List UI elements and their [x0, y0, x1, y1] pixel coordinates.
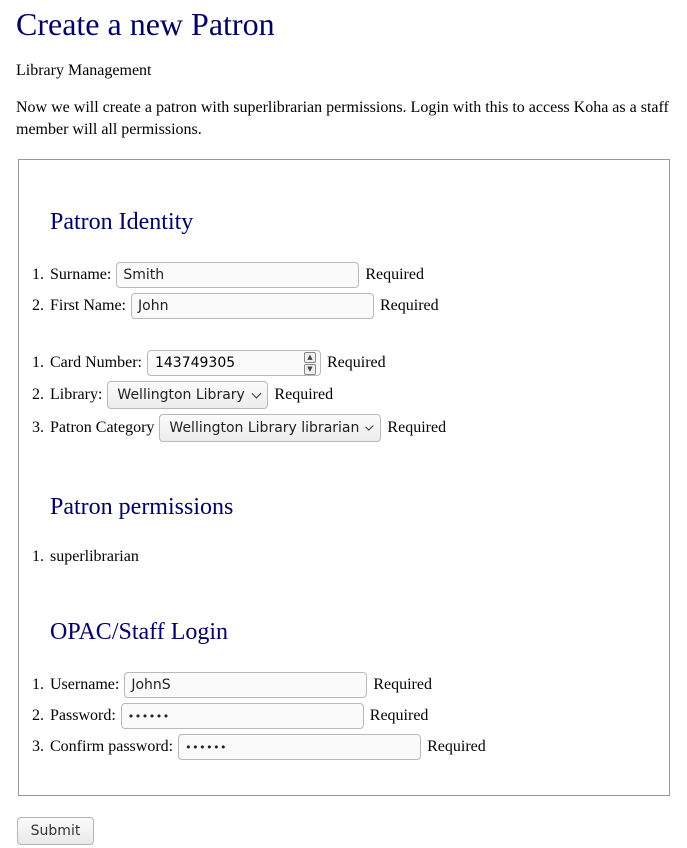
- surname-row: [32, 261, 424, 289]
- stepper-up-icon[interactable]: ▲: [304, 352, 316, 363]
- required-label: Required: [365, 266, 424, 283]
- cardnumber-row: [32, 349, 386, 377]
- submit-button[interactable]: Submit: [17, 817, 94, 845]
- password-input[interactable]: ••••••: [121, 703, 364, 729]
- username-row: [32, 671, 432, 699]
- library-label: Library:: [50, 386, 103, 403]
- firstname-row: [32, 292, 439, 320]
- number-stepper[interactable]: [304, 352, 316, 375]
- patron-form-fieldset: [18, 159, 670, 796]
- category-row: [32, 414, 446, 442]
- username-input[interactable]: JohnS: [124, 672, 367, 698]
- surname-input[interactable]: Smith: [116, 262, 359, 288]
- list-number: 1.: [32, 548, 44, 565]
- stepper-down-icon[interactable]: ▼: [304, 364, 316, 375]
- confirm-password-label: Confirm password:: [50, 738, 174, 755]
- firstname-label: First Name:: [50, 297, 126, 314]
- login-heading: OPAC/Staff Login: [50, 619, 229, 645]
- list-number: 2.: [32, 297, 44, 314]
- cardnumber-label: Card Number:: [50, 354, 142, 371]
- page-title: Create a new Patron: [16, 6, 275, 42]
- required-label: Required: [387, 419, 447, 436]
- required-label: Required: [326, 354, 386, 371]
- library-select[interactable]: [107, 381, 268, 409]
- intro-text: Now we will create a patron with superlibrarian permissions. Login with this to access Koha as a staff member will all permissions.: [16, 99, 669, 138]
- cardnumber-input[interactable]: [147, 350, 321, 376]
- patron-identity-heading: Patron Identity: [50, 209, 194, 235]
- confirm-password-input[interactable]: ••••••: [178, 734, 421, 760]
- list-number: 3.: [32, 419, 44, 436]
- required-label: Required: [369, 707, 429, 724]
- list-number: 1.: [32, 266, 44, 283]
- permission-label: superlibrarian: [50, 548, 139, 565]
- permission-item: [32, 543, 139, 571]
- password-row: [32, 702, 428, 730]
- chevron-down-icon: [366, 422, 375, 431]
- firstname-input[interactable]: John: [131, 293, 374, 319]
- required-label: Required: [380, 297, 439, 314]
- confirm-password-row: [32, 733, 486, 761]
- password-label: Password:: [50, 707, 116, 724]
- required-label: Required: [427, 738, 486, 755]
- surname-label: Surname:: [50, 266, 112, 283]
- list-number: 2.: [32, 707, 44, 724]
- category-selected-value: Wellington Library librarian: [169, 420, 360, 436]
- list-number: 3.: [32, 738, 44, 755]
- chevron-down-icon: [251, 388, 261, 398]
- list-number: 1.: [32, 676, 44, 693]
- library-selected-value: Wellington Library: [117, 387, 245, 403]
- library-row: [32, 381, 333, 409]
- list-number: 1.: [32, 354, 44, 371]
- patron-permissions-heading: Patron permissions: [50, 494, 234, 520]
- cardnumber-value: 143749305: [154, 355, 236, 371]
- category-label: Patron Category: [50, 419, 155, 436]
- list-number: 2.: [32, 386, 44, 403]
- username-label: Username:: [50, 676, 120, 693]
- required-label: Required: [373, 676, 432, 693]
- category-select[interactable]: [159, 414, 381, 442]
- page-subtitle: Library Management: [16, 62, 152, 79]
- required-label: Required: [274, 386, 334, 403]
